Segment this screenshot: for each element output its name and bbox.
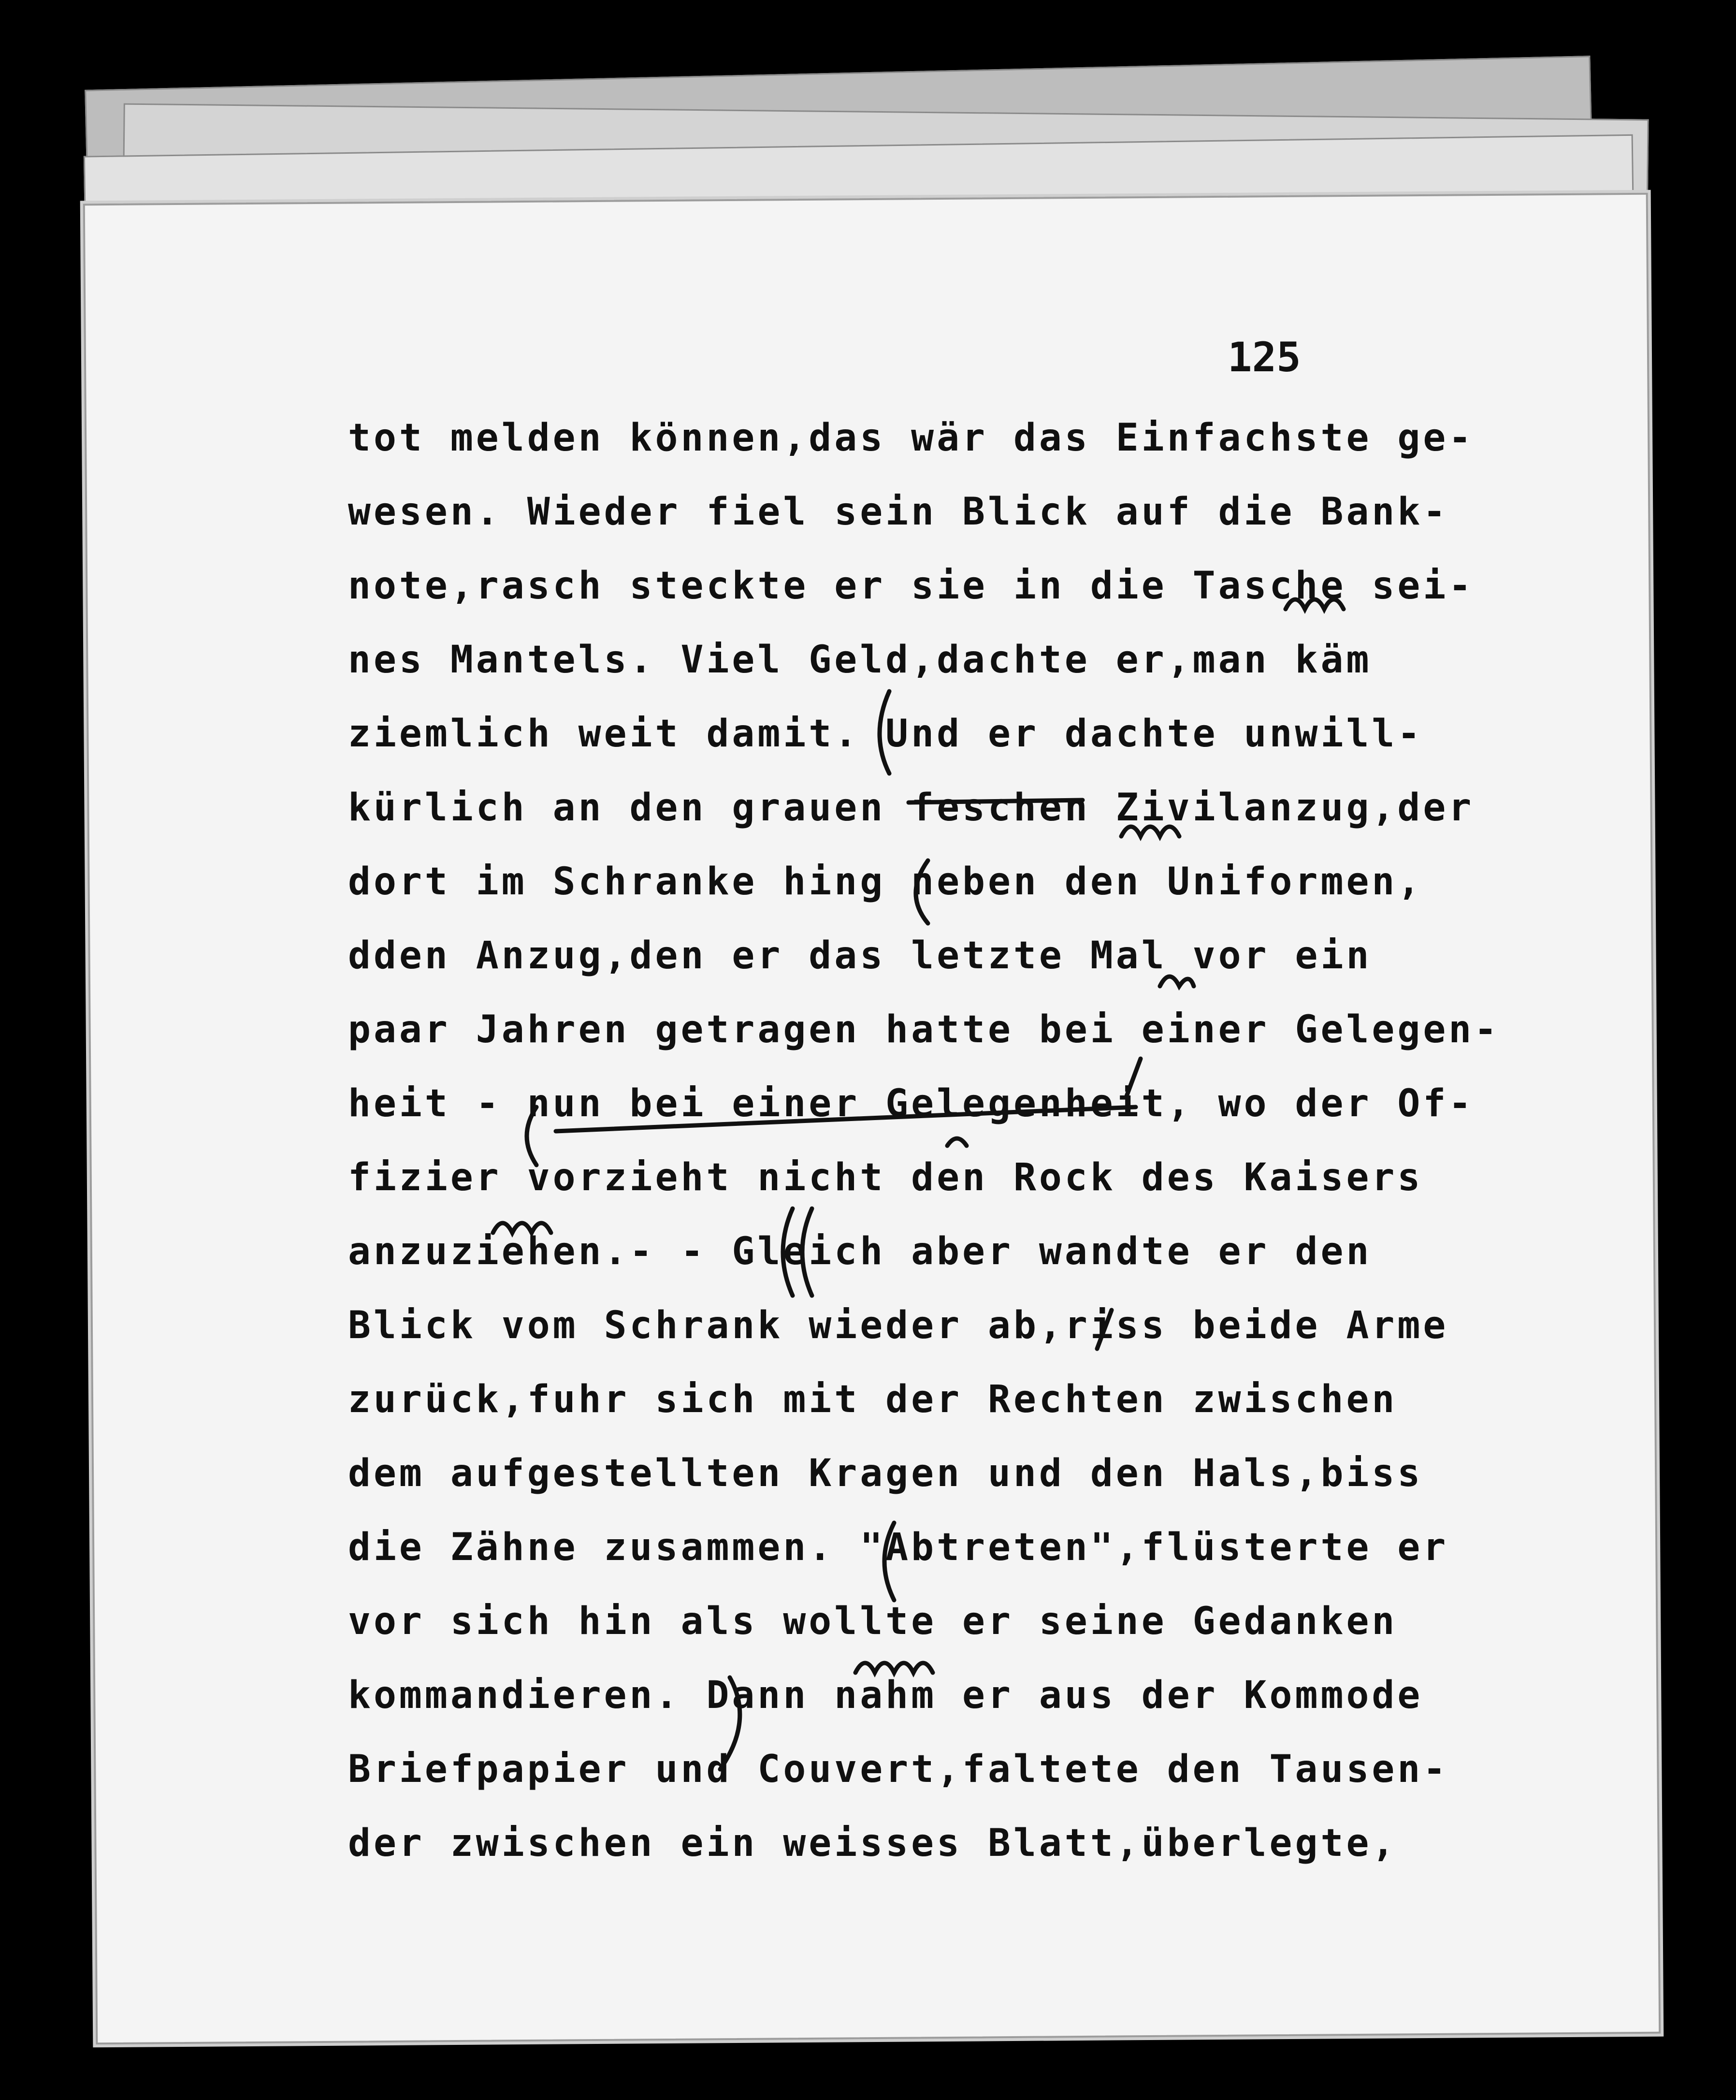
bleed-through-text <box>556 338 1619 383</box>
text-line: Briefpapier und Couvert,faltete den Tausen- <box>348 1748 1449 1791</box>
text-line: vor sich hin als wollte er seine Gedanken <box>348 1600 1398 1643</box>
text-line: anzuziehen.- - Gleich aber wandte er den <box>348 1230 1372 1273</box>
text-line: nes Mantels. Viel Geld,dachte er,man käm <box>348 638 1372 682</box>
text-line: fizier vorzieht nicht den Rock des Kaisers <box>348 1156 1423 1199</box>
text-line: kürlich an den grauen feschen Zivilanzug,der <box>348 786 1475 830</box>
text-line: wesen. Wieder fiel sein Blick auf die Bank- <box>348 490 1449 534</box>
text-line: ziemlich weit damit. Und er dachte unwill- <box>348 712 1423 756</box>
typed-text-block <box>348 401 1508 1881</box>
text-line: Blick vom Schrank wieder ab,riss beide Arme <box>348 1304 1449 1347</box>
text-line: heit - nun bei einer Gelegenheit, wo der Of- <box>348 1082 1475 1125</box>
text-line: kommandieren. Dann nahm er aus der Kommode <box>348 1674 1423 1717</box>
text-line: die Zähne zusammen. "Abtreten",flüsterte er <box>348 1526 1449 1569</box>
text-line: note,rasch steckte er sie in die Tasche sei- <box>348 564 1475 608</box>
text-line: zurück,fuhr sich mit der Rechten zwischen <box>348 1378 1398 1421</box>
text-line: tot melden können,das wär das Einfachste ge- <box>348 416 1475 460</box>
text-line: der zwischen ein weisses Blatt,überlegte, <box>348 1822 1398 1865</box>
page-number: 125 <box>1228 334 1301 381</box>
text-line: dden Anzug,den er das letzte Mal vor ein <box>348 934 1372 977</box>
text-line: dort im Schranke hing neben den Uniformen, <box>348 860 1423 904</box>
text-line: paar Jahren getragen hatte bei einer Gelegen- <box>348 1008 1500 1051</box>
text-line: dem aufgestellten Kragen und den Hals,biss <box>348 1452 1423 1495</box>
